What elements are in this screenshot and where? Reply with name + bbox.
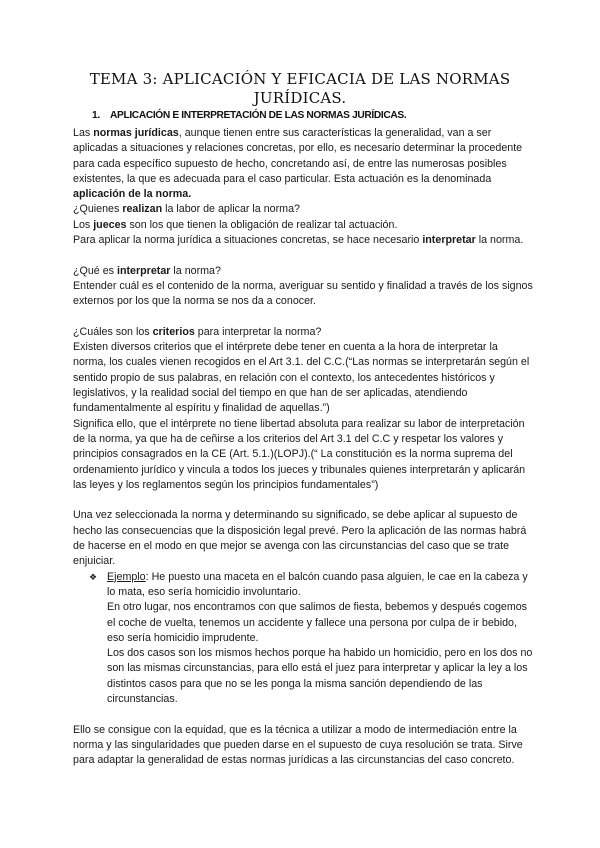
answer-what: Entender cuál es el contenido de la norma, averiguar su sentido y finalidad a través de los signos externos por los que la norma se nos da a conocer. [73,279,533,308]
answer-who: Los jueces son los que tienen la obligación de realizar tal actuación. [73,218,398,231]
example-text-2: En otro lugar, nos encontramos con que salimos de fiesta, bebemos y después cogemos el coche de vuelta, tenemos un accidente y fallece una persona por culpa de ir bebido, eso sería homicidio imprudente. [107,601,528,644]
paragraph-interpret: Para aplicar la norma jurídica a situaciones concretas, se hace necesario interpretar la norma. [73,234,524,247]
paragraph-application: Una vez seleccionada la norma y determinando su significado, se debe aplicar al supuesto de hecho las consecuencias que la disposición legal prevé. Pero la aplicación de las normas habrá de hacerse en el modo en que mejor se avenga con las circunstancias del caso que se trate enjuiciar. [73,509,527,568]
section-number: 1. [92,110,100,121]
question-criteria: ¿Cuáles son los criterios para interpretar la norma? [73,325,322,338]
example-item: ❖ Ejemplo: He puesto una maceta en el balcón cuando pasa alguien, le cae en la cabeza y lo mata, eso sería homicidio involuntario. En otro lugar, nos encontramos con que salimos de fiesta, bebemos y después cogemos el coche de vuelta, tenemos un accidente y fallece una persona por culpa de ir bebido, eso sería homicidio imprudente. Los dos casos son los mismos hechos porque ha habido un homicidio, pero en los dos no son las mismas circunstancias, para ello está el juez para interpretar y aplicar la ley a los distintos casos para que no se les ponga la misma sanción dependiendo de las circunstancias. [73,570,533,708]
answer-criteria: Existen diversos criterios que el intérprete debe tener en cuenta a la hora de interpretar la norma, los cuales vienen recogidos en el Art 3.1. del C.C.(“Las normas se interpretarán según el sentido propio de sus palabras, en relación con el contexto, los antecedentes históricos y legislativos, y la realidad social del tiempo en que han de ser aplicadas, atendiendo fundamentalmente al espíritu y finalidad de aquellas.”) [73,341,530,415]
page-title: TEMA 3: APLICACIÓN Y EFICACIA DE LAS NORMAS JURÍDICAS. [89,70,511,107]
question-who: ¿Quienes realizan la labor de aplicar la norma? [73,203,300,216]
question-what: ¿Qué es interpretar la norma? [73,264,221,277]
paragraph-meaning: Significa ello, que el intérprete no tiene libertad absoluta para realizar su labor de interpretación de la norma, ya que ha de ceñirse a los criterios del Art 3.1 del C.C y respetar los valores y principios consagrados en la CE (Art. 5.1.)(LOPJ).(“ La constitución es la norma suprema del ordenamiento jurídico y vincula a todos los jueces y tribunales quienes interpretarán y aplicarán las leyes y los reglamentos según los principios fundamentales”) [73,417,526,491]
paragraph-equity: Ello se consigue con la equidad, que es la técnica a utilizar a modo de intermediación entre la norma y las singularidades que pueden darse en el supuesto de cuya resolución se trata. Sirve para adaptar la generalidad de estas normas jurídicas a las circunstancias del caso concreto. [73,723,523,767]
example-label: Ejemplo [107,570,146,583]
diamond-bullet-icon: ❖ [89,571,98,582]
section-heading [92,110,406,121]
document-body [73,126,533,768]
section-heading-text: APLICACIÓN E INTERPRETACIÓN DE LAS NORMAS JURÍDICAS. [110,110,407,121]
example-text-3: Los dos casos son los mismos hechos porque ha habido un homicidio, pero en los dos no son las mismas circunstancias, para ello está el juez para interpretar y aplicar la ley a los distintos casos para que no se les ponga la misma sanción dependiendo de las circunstancias. [107,647,533,705]
paragraph-intro: Las normas jurídicas, aunque tienen entre sus características la generalidad, van a ser aplicadas a situaciones y relaciones concretas, por ello, es necesario determinar la procedente para cada específico supuesto de hecho, concretando así, de entre las numerosas posibles existentes, la que es adecuada para el caso particular. Esta actuación es la denominada aplicación de la norma. [73,127,523,201]
